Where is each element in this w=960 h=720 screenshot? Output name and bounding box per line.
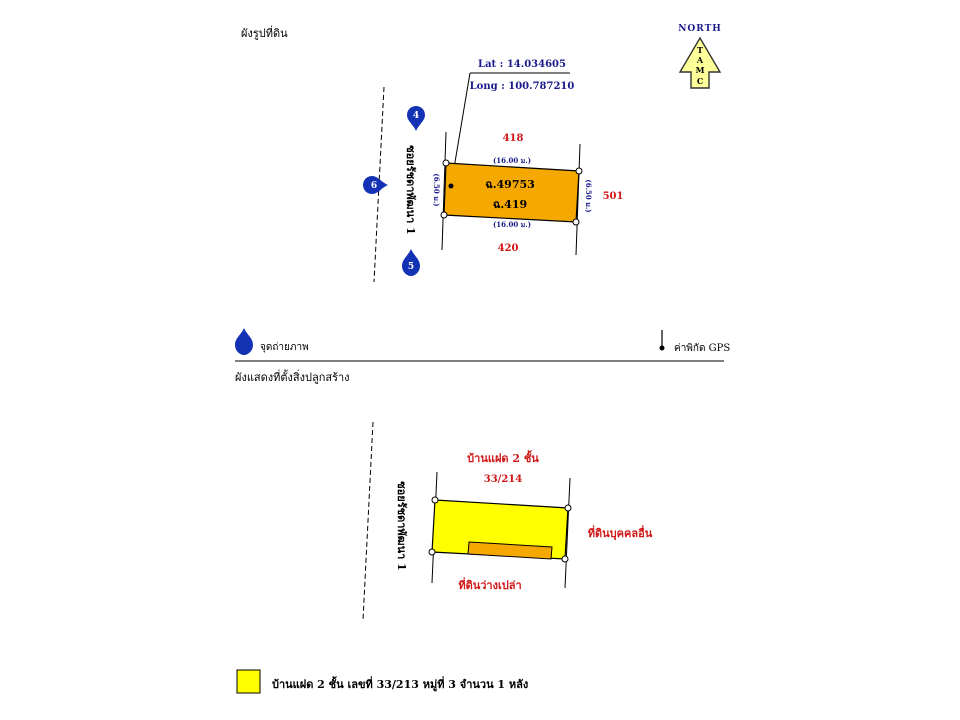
east-neighbor-label: ที่ดินบุคคลอื่น	[587, 527, 653, 540]
legend-photo-label: จุดถ่ายภาพ	[260, 342, 309, 353]
north-letter: A	[696, 55, 704, 65]
north-label: NORTH	[678, 24, 722, 34]
dim-right: (6.50 ม.)	[584, 179, 593, 213]
legend-building-swatch	[237, 670, 260, 693]
house-number: 33/214	[483, 474, 523, 485]
dim-top: (16.00 ม.)	[492, 156, 532, 165]
gps-point	[449, 184, 454, 189]
corner-pin	[562, 556, 568, 562]
photo-point-number: 6	[370, 181, 378, 191]
legend-photo-point	[235, 328, 309, 355]
corner-pin	[573, 219, 579, 225]
gps-long: Long : 100.787210	[469, 81, 575, 92]
dim-bottom: (16.00 ม.)	[492, 220, 532, 229]
north-letter: T	[697, 45, 703, 55]
corner-pin	[443, 160, 449, 166]
north-letter: M	[695, 65, 705, 75]
photo-point-5	[402, 249, 420, 276]
legend-gps-label: ค่าพิกัด GPS	[674, 343, 731, 354]
corner-pin	[576, 168, 582, 174]
neighbor-east: 501	[602, 191, 624, 202]
photo-point-number: 4	[412, 111, 420, 121]
dim-left: (6.50 ม.)	[432, 173, 441, 207]
neighbor-north: 418	[502, 133, 524, 144]
photo-point-6	[363, 176, 388, 194]
building-label: บ้านแฝด 2 ชั้น	[467, 452, 539, 465]
camera-pin-icon	[235, 328, 253, 355]
parcel-number: ฉ.419	[492, 198, 528, 211]
road-name: ซอยรัชดาพัฒนา 1	[395, 481, 408, 571]
gps-pin-dot	[660, 346, 665, 351]
photo-point-4	[407, 106, 425, 131]
legend-gps	[660, 330, 731, 354]
corner-pin	[432, 497, 438, 503]
north-letter: C	[696, 76, 704, 86]
building-plan-title: ผังแสดงที่ตั้งสิ่งปลูกสร้าง	[235, 371, 350, 384]
corner-pin	[565, 505, 571, 511]
land-plan-title: ผังรูปที่ดิน	[241, 27, 288, 40]
road-line	[363, 422, 373, 620]
corner-pin	[441, 212, 447, 218]
north-arrow	[678, 24, 722, 88]
land-parcel	[444, 163, 579, 222]
neighbor-south: 420	[497, 243, 519, 254]
legend-building-label: บ้านแฝด 2 ชั้น เลขที่ 33/213 หมู่ที่ 3 จำนวน 1 หลัง	[272, 678, 529, 691]
gps-lat: Lat : 14.034605	[478, 59, 566, 70]
photo-point-number: 5	[407, 262, 415, 272]
road-name: ซอยรัชดาพัฒนา 1	[404, 145, 417, 235]
south-neighbor-label: ที่ดินว่างเปล่า	[458, 579, 522, 592]
deed-number: ฉ.49753	[485, 178, 535, 191]
corner-pin	[429, 549, 435, 555]
